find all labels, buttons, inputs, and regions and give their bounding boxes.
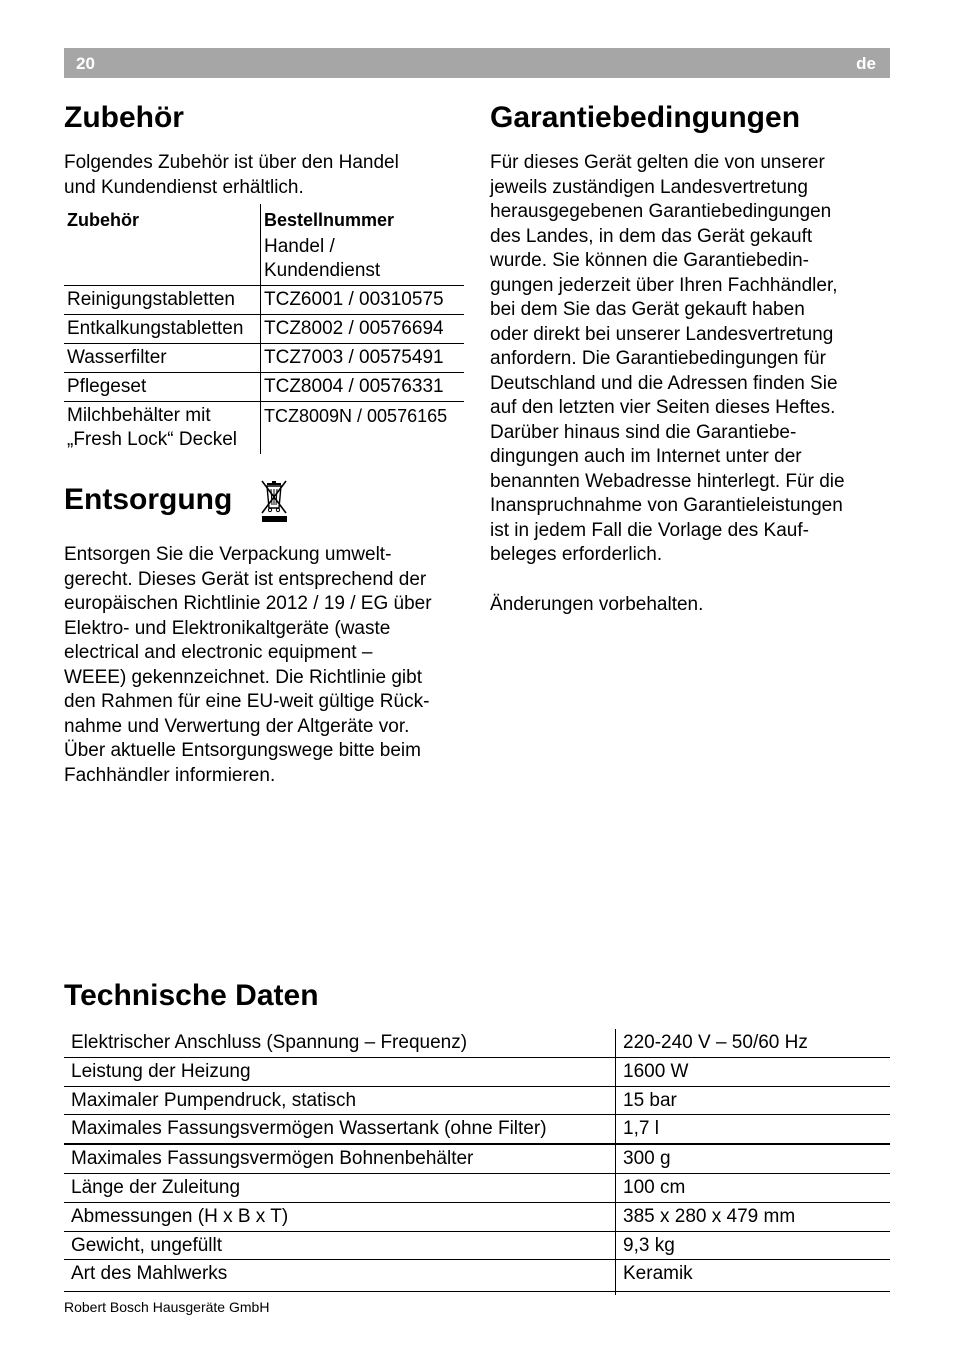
accessory-name: Wasserfilter	[64, 344, 261, 373]
accessory-name: Entkalkungstabletten	[64, 315, 261, 344]
spec-label: Maximales Fassungsvermögen Wassertank (ohne Filter)	[64, 1115, 616, 1144]
accessory-number: TCZ8002 / 00576694	[261, 315, 465, 344]
zubehoer-heading: Zubehör	[64, 101, 184, 134]
accessory-name: Pflegeset	[64, 373, 261, 402]
table-row	[64, 344, 464, 373]
page-header-bar	[64, 48, 890, 78]
accessory-number: TCZ8004 / 00576331	[261, 373, 465, 402]
spec-label: Elektrischer Anschluss (Spannung – Frequenz)	[64, 1029, 616, 1057]
spec-label: Maximaler Pumpendruck, statisch	[64, 1086, 616, 1115]
table-row	[64, 1173, 890, 1202]
spec-label: Leistung der Heizung	[64, 1057, 616, 1086]
spec-value: 220-240 V – 50/60 Hz	[623, 1032, 808, 1053]
spec-label: Gewicht, ungefüllt	[64, 1231, 616, 1260]
accessories-table	[64, 204, 464, 454]
spec-value: 385 x 280 x 479 mm	[616, 1202, 891, 1231]
page-number: 20	[76, 54, 95, 73]
spec-value: 1600 W	[616, 1057, 891, 1086]
entsorgung-text: Entsorgen Sie die Verpackung umwelt- gerecht. Dieses Gerät ist entsprechend der europäischen Richtlinie 2012 / 19 / EG über Elektro- und Elektronikaltgeräte (waste electrical and electronic equipment – WEEE) gekennzeichnet. Die Richtlinie gibt den Rahmen für eine EU-weit gültige Rück- nahme und Verwertung der Altgeräte vor. Über aktuelle Entsorgungswege bitte beim Fachhändler informieren.	[64, 544, 432, 786]
accessory-name: Milchbehälter mit „Fresh Lock“ Deckel	[64, 402, 261, 455]
table-row	[64, 1202, 890, 1231]
table-row	[64, 1231, 890, 1260]
accessory-number: TCZ7003 / 00575491	[261, 344, 465, 373]
col-header-order-number-label: Bestellnummer	[264, 210, 395, 230]
accessory-number: TCZ6001 / 00310575	[261, 286, 465, 315]
table-row	[64, 315, 464, 344]
spec-label: Länge der Zuleitung	[64, 1173, 616, 1202]
spec-value: 300 g	[616, 1144, 891, 1173]
table-row	[64, 286, 464, 315]
garantie-note: Änderungen vorbehalten.	[490, 594, 704, 615]
technische-daten-heading: Technische Daten	[64, 979, 319, 1012]
language-code: de	[856, 54, 876, 73]
footer-divider	[64, 1291, 890, 1292]
spec-value: 9,3 kg	[616, 1231, 891, 1260]
table-row	[64, 1144, 890, 1173]
accessory-number: TCZ8009N / 00576165	[261, 402, 465, 455]
table-row	[64, 402, 464, 455]
technical-data-table	[64, 1029, 890, 1295]
spec-value: Keramik	[616, 1260, 891, 1296]
spec-label: Maximales Fassungsvermögen Bohnenbehälter	[64, 1144, 616, 1173]
table-row	[64, 1057, 890, 1086]
spec-value: 15 bar	[616, 1086, 891, 1115]
accessory-name: Reinigungstabletten	[64, 286, 261, 315]
accessories-table-header	[64, 204, 464, 286]
table-row	[64, 1086, 890, 1115]
garantie-heading: Garantiebedingungen	[490, 101, 801, 134]
zubehoer-intro: Folgendes Zubehör ist über den Handel und Kundendienst erhältlich.	[64, 152, 399, 198]
col-header-accessory: Zubehör	[64, 204, 261, 286]
spec-value: 1,7 l	[616, 1115, 891, 1144]
spec-label: Abmessungen (H x B x T)	[64, 1202, 616, 1231]
weee-crossed-bin-icon	[258, 478, 290, 526]
spec-value: 100 cm	[616, 1173, 891, 1202]
col-subheader-trade: Handel / Kundendienst	[264, 236, 381, 281]
table-row	[64, 1115, 890, 1144]
col-header-order-number	[261, 204, 465, 286]
footer-company: Robert Bosch Hausgeräte GmbH	[64, 1299, 270, 1315]
spec-label: Art des Mahlwerks	[64, 1260, 616, 1296]
table-row	[64, 373, 464, 402]
entsorgung-heading: Entsorgung	[64, 483, 233, 516]
table-row	[64, 1029, 890, 1057]
garantie-text: Für dieses Gerät gelten die von unserer jeweils zuständigen Landesvertretung herausgegebenen Garantiebedingungen des Landes, in dem das Gerät gekauft wurde. Sie können die Garantiebedin- gungen jederzeit über Ihren Fachhändler, bei dem Sie das Gerät gekauft haben oder direkt bei unserer Landesvertretung anfordern. Die Garantiebedingungen für Deutschland und die Adressen finden Sie auf den letzten vier Seiten dieses Heftes. Darüber hinaus sind die Garantiebe- dingungen auch im Internet unter der benannten Webadresse hinterlegt. Für die Inanspruchnahme von Garantieleistungen ist in jedem Fall die Vorlage des Kauf- beleges erforderlich.	[490, 152, 845, 565]
